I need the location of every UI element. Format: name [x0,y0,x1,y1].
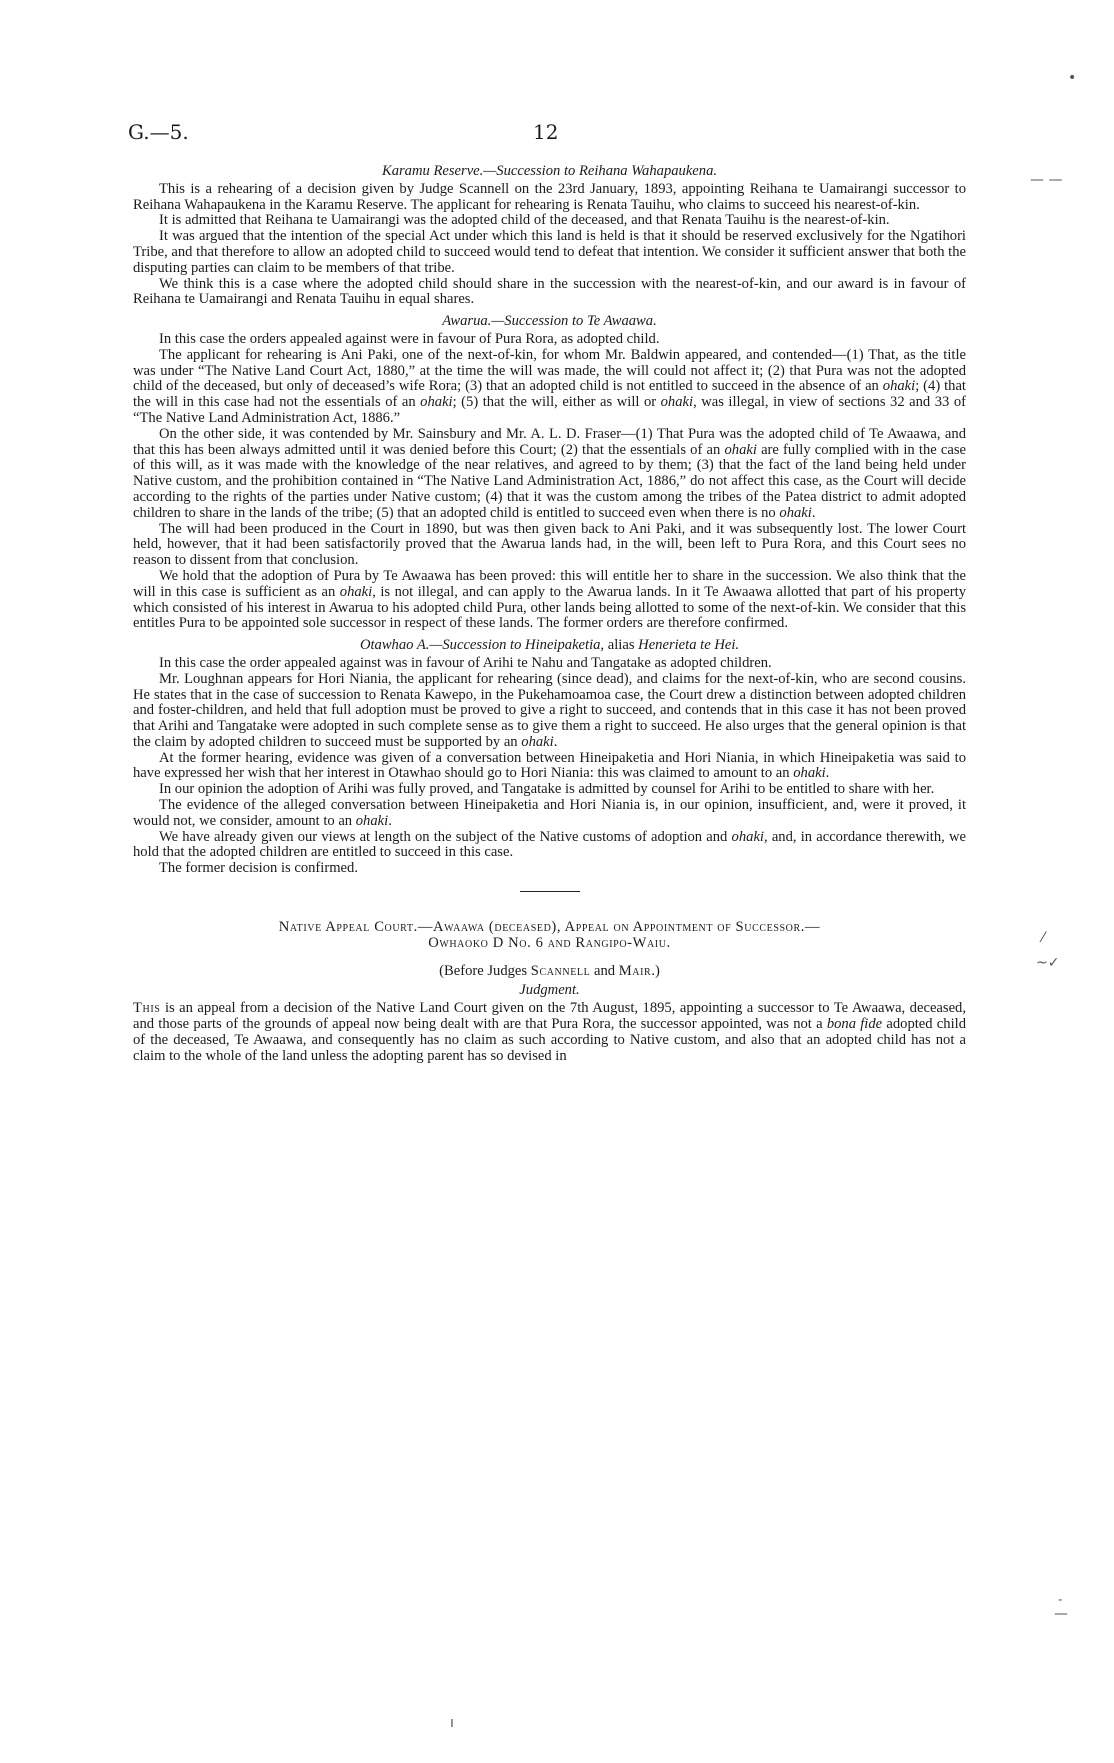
margin-mark: — — [1030,172,1063,188]
term-ohaki: ohaki [779,504,812,521]
margin-mark: • [1068,70,1077,86]
paragraph: We have already given our views at length on the subject of the Native customs of adoption and ohaki, and, in accordance therewith, we hold that the adopted children are entitled to succeed in this case. [133,828,966,861]
judgment-heading: Judgment. [519,982,580,999]
paragraph: This is an appeal from a decision of the Native Land Court given on the 7th August, 1895, appointing a successor to Te Awaawa, deceased, and those parts of the grounds of appeal now being dealt with are that Pura Rora, the successor appointed, was not a bona fide adopted child of the deceased, Te Awaawa, and consequently has no claim as such according to Native custom, and also that an adopted child has not a claim to the whole of the land unless the adopting parent has so devised in [133,1000,966,1064]
paragraph: We hold that the adoption of Pura by Te Awaawa has been proved: this will entitle her to share in the succession. We also think that the will in this case is sufficient as an ohaki, is not illegal, and can apply to the Awarua lands. In it Te Awaawa allotted that part of his property which consisted of his interest in Awarua to his adopted child Pura, other lands being allotted to some of the next-of-kin. We consider that this entitles Pura to be appointed sole successor in respect of these lands. The former orders are therefore confirmed. [133,567,966,632]
paragraph: The former decision is confirmed. [159,860,358,877]
page-header [128,120,948,150]
term-ohaki: ohaki [339,583,373,600]
section-heading-karamu: Karamu Reserve.—Succession to Reihana Wahapaukena. [381,163,718,179]
appeal-title-line-2: Owhaoko D No. 6 and Rangipo-Waiu. [428,934,671,951]
margin-mark: ˗ [1058,1592,1063,1608]
margin-mark: ~✓ [1036,955,1060,971]
section-divider [520,891,580,892]
term-ohaki: ohaki [882,378,916,395]
folio-reference: G.—5. [128,120,189,144]
term-ohaki: ohaki [521,733,554,750]
paragraph: We think this is a case where the adopted child should share in the succession with the nearest-of-kin, and our award is in favour of Reihana te Uamairangi and Renata Tauihu in equal shares. [133,275,966,308]
paragraph: This is a rehearing of a decision given by Judge Scannell on the 23rd January, 1893, appointing Reihana te Uamairangi successor to Reihana Wahapaukena in the Karamu Reserve. The applicant for rehearing is Renata Tauihu, who claims to succeed his nearest-of-kin. [133,180,966,213]
term-ohaki: ohaki [724,441,757,458]
paragraph: It is admitted that Reihana te Uamairangi was the adopted child of the deceased, and that Renata Tauihu is the nearest-of-kin. [159,212,890,229]
paragraph: In our opinion the adoption of Arihi was fully proved, and Tangatake is admitted by counsel for Arihi to be entitled to share with her. [159,781,935,798]
paragraph: The will had been produced in the Court in 1890, but was then given back to Ani Paki, and it was subsequently lost. The lower Court held, however, that it had been satisfactorily proved that the Awarua lands had, in the will, been left to Pura Rora, and this Court sees no reason to dissent from that conclusion. [133,520,966,569]
term-ohaki: ohaki [420,394,453,411]
margin-mark: ⁄ [1042,930,1045,946]
paragraph: In this case the order appealed against was in favour of Arihi te Nahu and Tangatake as adopted children. [159,654,772,671]
term-ohaki: ohaki [355,812,389,829]
paragraph: At the former hearing, evidence was given of a conversation between Hineipaketia and Hori Niania, in which Hineipaketia was said to have expressed her wish that her interest in Otawhao should go to Hori Niania: this was claimed to amount to an ohaki. [133,749,966,782]
judges-line: (Before Judges Scannell and Mair.) [439,962,660,979]
term-ohaki: ohaki [660,394,694,411]
section-heading-awarua: Awarua.—Succession to Te Awaawa. [442,313,657,330]
paragraph: It was argued that the intention of the special Act under which this land is held is that it should be reserved exclusively for the Ngatihori Tribe, and that therefore to allow an adopted child to succeed would tend to defeat that intention. We consider it sufficient answer that both the disputing parties can claim to be members of that tribe. [133,228,966,276]
term-ohaki: ohaki [793,765,826,782]
paragraph: In this case the orders appealed against were in favour of Pura Rora, as adopted child. [159,330,660,347]
margin-mark: ı [450,1715,454,1731]
margin-mark: — [1054,1606,1068,1622]
paragraph: On the other side, it was contended by Mr. Sainsbury and Mr. A. L. D. Fraser—(1) That Pura was the adopted child of Te Awaawa, and that this has been always admitted until it was denied before this Court; (2) that the essentials of an ohaki are fully complied with in the case of this will, as it was made with the knowledge of the near relatives, and agreed to by them; (3) that the fact of the land being held under Native custom, and the prohibition contained in “The Native Land Administration Act, 1886,” do not affect this case, as the Court will decide according to the rights of the parties under Native custom; (4) that it was the custom among the tribes of the Patea district to admit adopted children to share in the lands of the tribe; (5) that an adopted child is entitled to succeed even when there is no ohaki. [133,425,967,521]
paragraph: The applicant for rehearing is Ani Paki, one of the next-of-kin, for whom Mr. Baldwin appeared, and contended—(1) That, as the title was under “The Native Land Court Act, 1880,” at the time the will was made, the will could not affect it; (2) that Pura was not the adopted child of the deceased, but only of deceased’s wife Rora; (3) that an adopted child is not entitled to succeed in the absence of an ohaki; (4) that the will in this case had not the essentials of an ohaki; (5) that the will, either as will or ohaki, was illegal, in view of sections 32 and 33 of “The Native Land Administration Act, 1886.” [133,346,966,426]
term-ohaki: ohaki [731,828,764,845]
section-heading-otawhao: Otawhao A.—Succession to Hineipaketia, alias Henerieta te Hei. [359,637,740,654]
appeal-title-line-1: Native Appeal Court.—Awaawa (deceased), Appeal on Appointment of Successor.— [278,919,821,936]
paragraph: Mr. Loughnan appears for Hori Niania, the applicant for rehearing (since dead), and claims for the next-of-kin, who are second cousins. He states that in the case of succession to Renata Kawepo, in the Pukehamoamoa case, the Court drew a distinction between adopted children and foster-children, and held that full adoption must be proved to give a right to succeed, and contends that in this case it has not been proved that Arihi and Tangatake were adopted in such complete sense as to give them a right to succeed. He also urges that the general opinion is that the claim by adopted children to succeed must be supported by an ohaki. [133,670,966,750]
body-text [133,162,966,1064]
paragraph: The evidence of the alleged conversation between Hineipaketia and Hori Niania is, in our opinion, insufficient, and, were it proved, it would not, we consider, amount to an ohaki. [133,797,966,829]
page-number: 12 [533,120,559,144]
